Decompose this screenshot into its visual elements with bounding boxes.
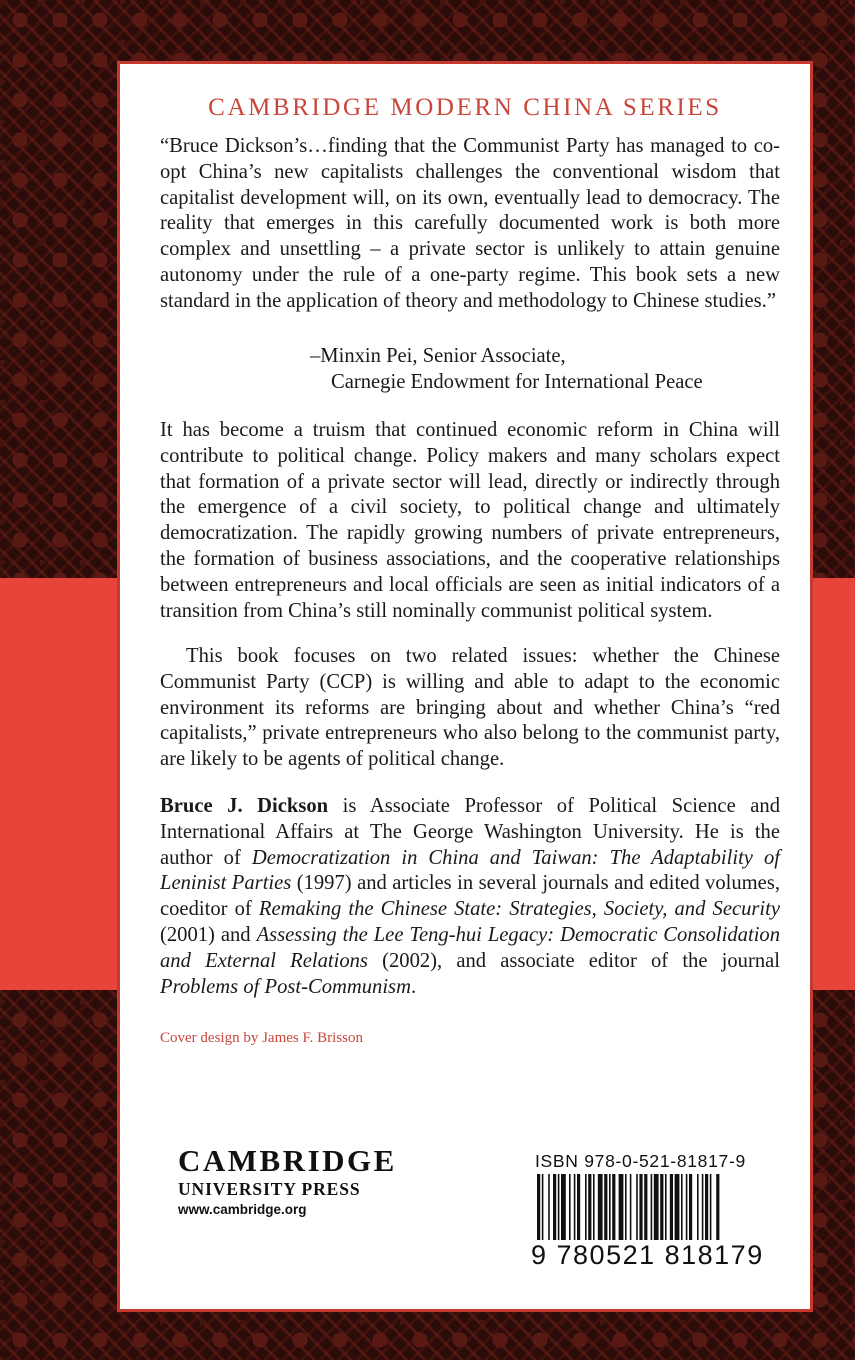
book-title-2: Remaking the Chinese State: Strategies, Society, and Security — [258, 898, 780, 921]
description-paragraph-2 — [160, 644, 780, 773]
description-text-2: This book focuses on two related issues: whether the Chinese Communist Party (CCP) is willing and able to adapt to the economic environment its reforms are bringing about and whether China’s “red capitalists,” private entrepreneurs who also belong to the communist party, are likely to be agents of political change. — [160, 645, 780, 771]
bio-text-5: . — [410, 975, 417, 998]
publisher-subname: UNIVERSITY PRESS — [178, 1179, 361, 1199]
barcode-digits: 9 780521 818179 — [528, 1240, 767, 1271]
publisher-url: www.cambridge.org — [178, 1202, 307, 1217]
bio-text-4: (2002), and associate editor of the journal — [367, 949, 780, 972]
bio-text-3: (2001) and — [160, 923, 257, 946]
quote-attribution-org: Carnegie Endowment for International Peace — [331, 371, 703, 393]
endorsement-quote — [160, 134, 780, 315]
book-title-1: Democratization in China and Taiwan: The Adaptability of Leninist Parties — [160, 846, 781, 895]
description-text-1: It has become a truism that continued economic reform in China will contribute to political change. Policy makers and many scholars expect that formation of a private sector will lead, directly or indirectly through the emergence of a civil society, to political change and ultimately democratization. The rapidly growing numbers of private entrepreneurs, the formation of business associations, and the cooperative relationships between entrepreneurs and local officials are seen as initial indicators of a transition from China’s still nominally communist political system. — [160, 419, 780, 622]
back-cover-panel — [120, 64, 810, 1309]
author-bio-text — [160, 794, 780, 1000]
series-title: CAMBRIDGE MODERN CHINA SERIES — [208, 94, 722, 121]
publisher-logo — [178, 1144, 397, 1217]
bio-text-1: is Associate Professor of Political Science and International Affairs at The George Washington University. He is the author of — [160, 795, 780, 869]
bio-text-2: (1997) and articles in several journals and edited volumes, coeditor of — [160, 872, 780, 921]
author-name: Bruce J. Dickson — [160, 795, 329, 817]
description-paragraph-1 — [160, 418, 780, 624]
book-title-3: Assessing the Lee Teng-hui Legacy: Democratic Consolidation and External Relations — [160, 923, 781, 972]
publisher-name: CAMBRIDGE — [178, 1143, 397, 1178]
quote-text: “Bruce Dickson’s…finding that the Communist Party has managed to co-opt China’s new capitalists challenges the conventional wisdom that capitalist development will, on its own, eventually lead to democracy. The reality that emerges in this carefully documented work is both more complex and unsettling – a private sector is unlikely to attain genuine autonomy under the rule of a one-party regime. This book sets a new standard in the application of theory and methodology to Chinese studies.” — [160, 135, 780, 312]
isbn-label: ISBN 978-0-521-81817-9 — [535, 1151, 746, 1171]
journal-title: Problems of Post-Communism — [160, 975, 411, 998]
author-bio — [160, 794, 780, 1000]
cover-credit: Cover design by James F. Brisson — [160, 1030, 363, 1046]
quote-attribution-name: –Minxin Pei, Senior Associate, — [310, 345, 566, 367]
